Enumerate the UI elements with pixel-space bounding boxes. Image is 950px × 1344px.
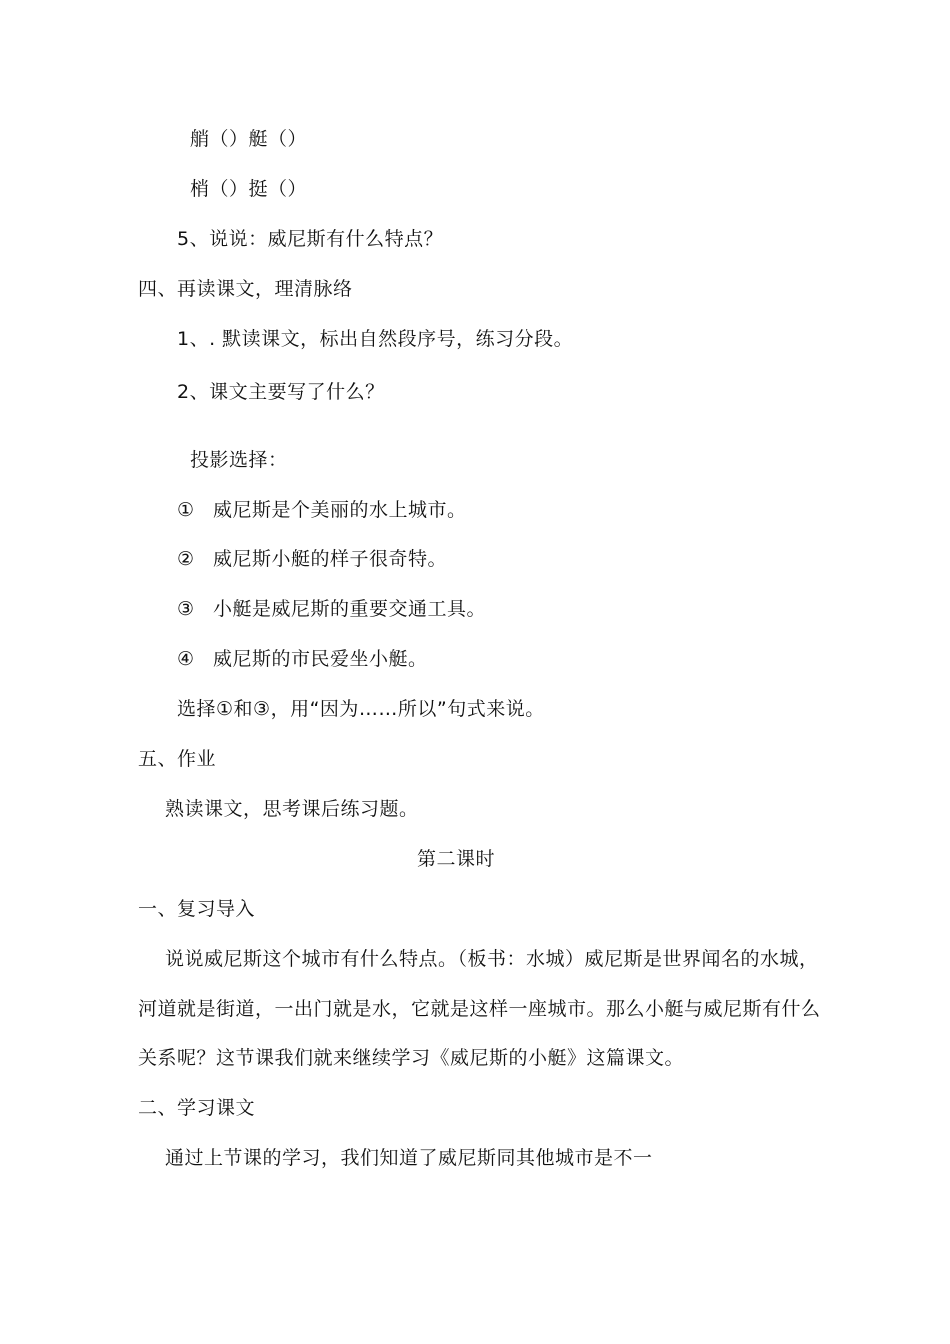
choice-number: ① <box>177 499 195 521</box>
choice-text: 威尼斯是个美丽的水上城市。 <box>213 499 467 521</box>
choice-item <box>177 647 428 671</box>
exercise-line-1: 艄（）艇（） <box>190 128 308 150</box>
choice-text: 小艇是威尼斯的重要交通工具。 <box>213 598 487 620</box>
section-heading-2: 二、学习课文 <box>138 1097 256 1119</box>
task-1: 1、. 默读课文，标出自然段序号，练习分段。 <box>177 328 574 350</box>
lesson-title: 第二课时 <box>417 848 496 870</box>
choice-number: ③ <box>177 598 195 620</box>
exercise-line-2: 梢（）挺（） <box>190 178 308 200</box>
projection-choice-label: 投影选择： <box>190 449 288 471</box>
choice-text: 威尼斯的市民爱坐小艇。 <box>213 648 428 670</box>
task-2: 2、课文主要写了什么？ <box>177 381 385 403</box>
section-heading-4: 四、再读课文，理清脉络 <box>138 278 353 300</box>
choice-item <box>177 547 447 571</box>
choice-text: 威尼斯小艇的样子很奇特。 <box>213 548 448 570</box>
section-heading-5: 五、作业 <box>138 748 217 770</box>
section-heading-1: 一、复习导入 <box>138 898 256 920</box>
homework-text: 熟读课文，思考课后练习题。 <box>165 798 419 820</box>
choice-number: ④ <box>177 648 195 670</box>
choice-item <box>177 498 467 522</box>
paragraph-line: 通过上节课的学习，我们知道了威尼斯同其他城市是不一 <box>165 1147 653 1169</box>
paragraph-line: 关系呢？这节课我们就来继续学习《威尼斯的小艇》这篇课文。 <box>138 1047 685 1069</box>
choice-instruction: 选择①和③，用“因为……所以”句式来说。 <box>177 698 545 720</box>
choice-number: ② <box>177 548 195 570</box>
question-5: 5、说说：威尼斯有什么特点？ <box>177 228 444 250</box>
paragraph-line: 河道就是街道，一出门就是水，它就是这样一座城市。那么小艇与威尼斯有什么 <box>138 998 821 1020</box>
paragraph-line: 说说威尼斯这个城市有什么特点。（板书：水城）威尼斯是世界闻名的水城， <box>165 948 819 970</box>
choice-item <box>177 597 486 621</box>
